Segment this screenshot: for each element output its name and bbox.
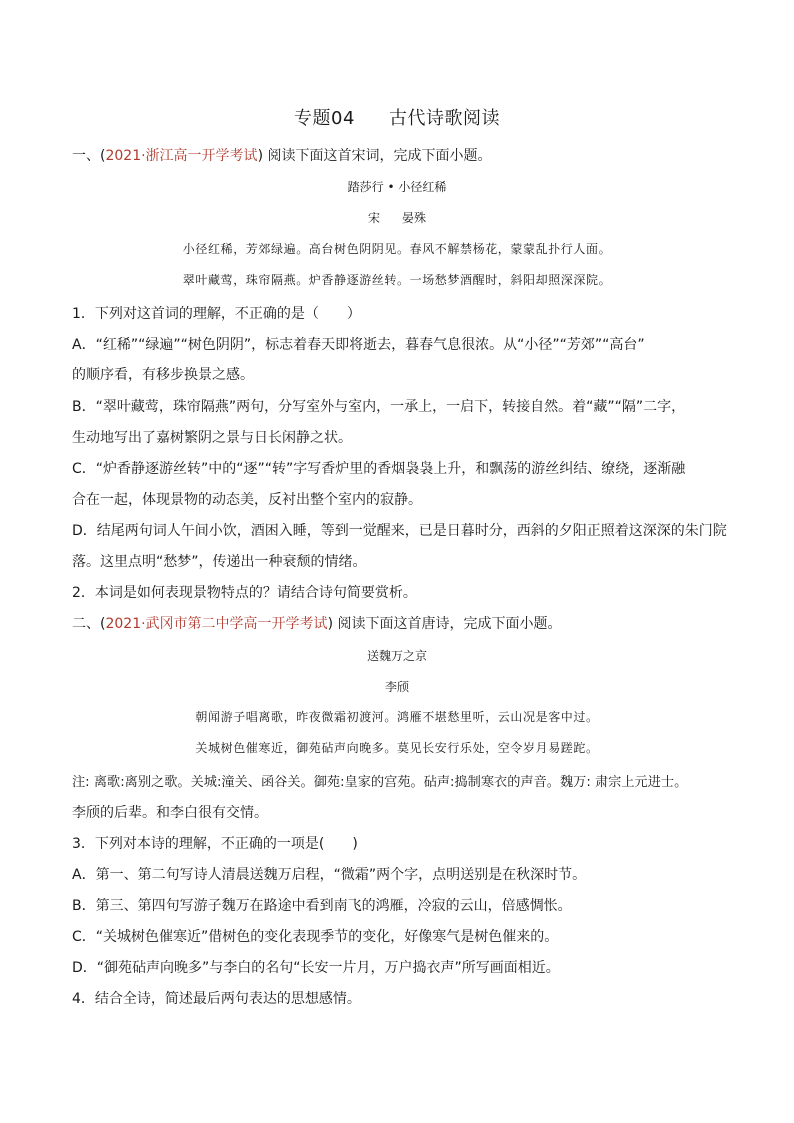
poem1-title: 踏莎行 • 小径红稀 [347,180,447,194]
section1-heading [72,145,762,165]
section2-source: 2021·武冈市第二中学高一开学考试 [105,616,328,632]
question-1: 1．下列对这首词的理解，不正确的是（ ） [72,306,361,322]
poem2-note-cont: 李颀的后辈。和李白很有交情。 [72,805,268,821]
question-2: 2．本词是如何表现景物特点的？请结合诗句简要赏析。 [72,585,417,601]
q3-option-a: A．第一、第二句写诗人清晨送魏万启程，“微霜”两个字，点明送别是在秋深时节。 [72,867,587,883]
q1-option-a-cont: 的顺序看，有移步换景之感。 [72,367,254,383]
question-3: 3．下列对本诗的理解，不正确的一项是( ) [72,836,358,852]
question-4: 4．结合全诗，简述最后两句表达的思想感情。 [72,991,361,1007]
poem1-author-line [0,209,794,226]
section2-instruction: ) 阅读下面这首唐诗，完成下面小题。 [327,616,562,632]
q3-option-c: C．“关城树色催寒近”借树色的变化表现季节的变化，好像寒气是树色催来的。 [72,929,559,945]
q1-option-d-cont: 落。这里点明“愁梦”，传递出一种衰颓的情绪。 [72,554,367,570]
q1-option-b: B．“翠叶藏莺，珠帘隔燕”两句，分写室外与室内，一承上，一启下，转接自然。着“藏”“隔”二字， [72,399,686,415]
title-main: 古代诗歌阅读 [388,108,500,129]
q3-option-d: D．“御苑砧声向晚多”与李白的名句“长安一片月，万户捣衣声”所写画面相近。 [72,960,560,976]
section2-heading [72,613,762,633]
section1-lead: 一、( [72,148,106,164]
q1-option-b-cont: 生动地写出了嘉树繁阴之景与日长闲静之状。 [72,430,352,446]
title-prefix: 专题04 [294,108,355,129]
q1-option-a: A．“红稀”“绿遍”“树色阴阴”，标志着春天即将逝去，暮春气息很浓。从“小径”“芳郊”“高台” [72,337,645,353]
section1-source: 2021·浙江高一开学考试 [105,148,258,164]
poem2-line: 朝闻游子唱离歌，昨夜微霜初渡河。鸿雁不堪愁里听，云山况是客中过。 [195,710,599,724]
q1-option-c-cont: 合在一起，体现景物的动态美，反衬出整个室内的寂静。 [72,492,422,508]
poem1-line: 翠叶藏莺，珠帘隔燕。炉香静逐游丝转。一场愁梦酒醒时，斜阳却照深深院。 [182,273,612,287]
q1-option-d: D．结尾两句词人午间小饮，酒困入睡，等到一觉醒来，已是日暮时分，西斜的夕阳正照着这深深的朱门院 [72,523,727,539]
section1-instruction: ) 阅读下面这首宋词，完成下面小题。 [257,148,492,164]
poem2-title: 送魏万之京 [366,649,427,663]
q3-option-b: B．第三、第四句写游子魏万在路途中看到南飞的鸿雁，冷寂的云山，倍感惆怅。 [72,898,572,914]
poem2-author: 李颀 [384,680,409,694]
poem2-note: 注: 离歌:离别之歌。关城:潼关、函谷关。御苑:皇家的宫苑。砧声:捣制寒衣的声音。魏万: 肃宗上元进士。 [72,775,688,790]
poem1-author: 晏殊 [402,211,427,225]
q1-option-c: C．“炉香静逐游丝转”中的“逐”“转”字写香炉里的香烟袅袅上升，和飘荡的游丝纠结、缭绕，逐渐融 [72,461,686,477]
page-title [0,104,794,130]
poem1-dynasty: 宋 [367,211,380,225]
poem2-line: 关城树色催寒近，御苑砧声向晚多。莫见长安行乐处，空令岁月易蹉跎。 [195,741,599,755]
section2-lead: 二、( [72,616,106,632]
poem1-line: 小径红稀，芳郊绿遍。高台树色阴阴见。春风不解禁杨花，蒙蒙乱扑行人面。 [182,242,612,256]
